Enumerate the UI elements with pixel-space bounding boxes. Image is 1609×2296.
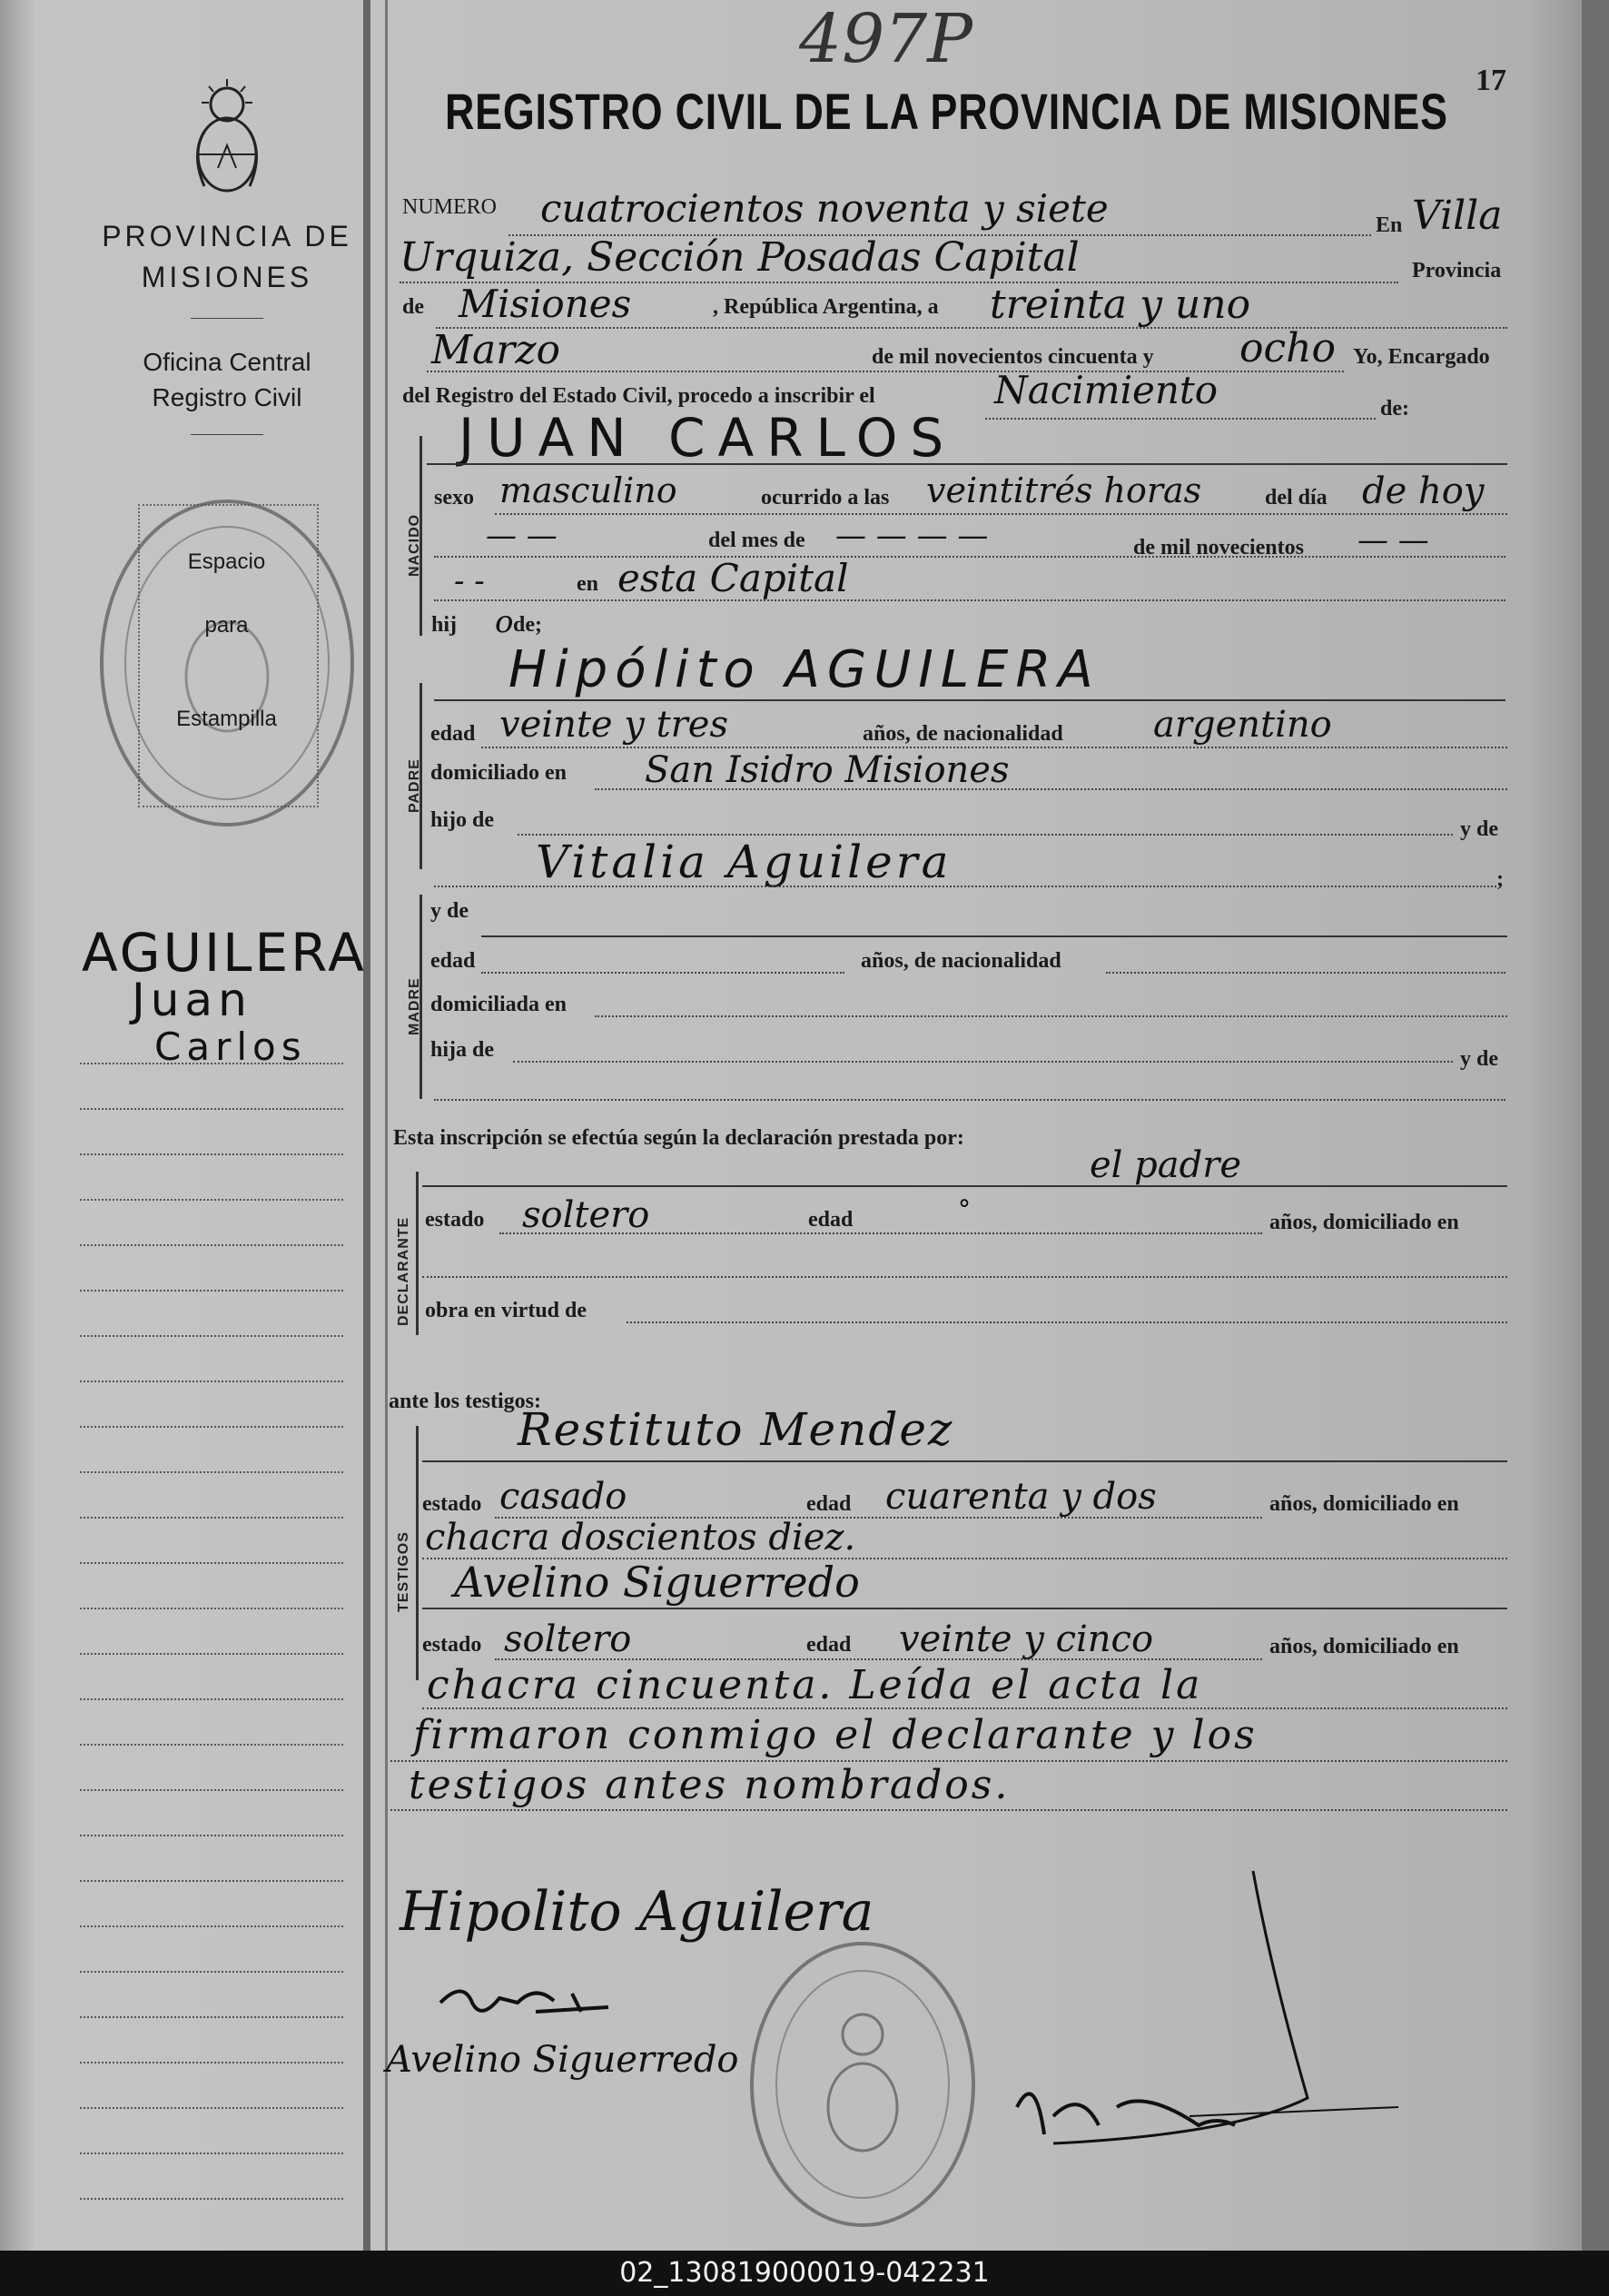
numero-value: cuatrocientos noventa y siete (540, 186, 1109, 231)
margin-dotted-line (80, 1653, 343, 1655)
field-line (513, 1061, 1453, 1063)
witness1-estado: casado (499, 1476, 627, 1518)
lugar-value: esta Capital (617, 556, 849, 600)
province-line2: MISIONES (141, 261, 313, 293)
margin-dotted-line (80, 1835, 343, 1836)
margin-dotted-line (80, 1426, 343, 1428)
madre-section-label: MADRE (407, 977, 422, 1035)
witness2-edad: veinte y cinco (899, 1618, 1154, 1660)
margin-dotted-line (80, 1608, 343, 1609)
provincia-label: Provincia (1412, 259, 1502, 282)
divider (191, 434, 263, 435)
declarante-estado-label: estado (425, 1208, 485, 1232)
padre-nac-label: años, de nacionalidad (863, 722, 1063, 746)
margin-dotted-line (80, 1517, 343, 1519)
margin-dotted-line (80, 1153, 343, 1155)
witness2-name: Avelino Siguerredo (454, 1558, 860, 1607)
witness1-edad-label: edad (806, 1492, 852, 1516)
witness2-estado: soltero (504, 1618, 632, 1660)
de-label: de (402, 295, 424, 319)
father-name-value: Hipólito AGUILERA (508, 640, 1101, 699)
ocurrido-label: ocurrido a las (761, 486, 890, 510)
witness1-dom: chacra doscientos diez. (425, 1517, 856, 1559)
obra-label: obra en virtud de (425, 1299, 587, 1322)
margin-surname: AGUILERA (82, 922, 367, 984)
signature-mark (436, 1975, 617, 2030)
madre-dom-label: domiciliada en (430, 993, 568, 1016)
field-line (595, 788, 1507, 790)
margin-dotted-line (80, 1698, 343, 1700)
en-value-1: Villa (1412, 193, 1503, 239)
del-registro-label: del Registro del Estado Civil, procedo a inscribir el (402, 384, 875, 408)
field-line (985, 418, 1376, 420)
field-line (434, 699, 1505, 701)
field-line (434, 886, 1496, 887)
witness1-edad: cuarenta y dos (885, 1476, 1157, 1518)
field-line (434, 599, 1505, 601)
paternal-grandparents-value: Vitalia Aguilera (536, 836, 953, 888)
sexo-value: masculino (499, 470, 677, 510)
registrar-signature (962, 1862, 1435, 2189)
en-label: En (1376, 213, 1403, 237)
field-line (499, 1232, 1262, 1234)
signature-witness: Avelino Siguerredo (386, 2039, 739, 2081)
year-value: ocho (1239, 325, 1336, 371)
declarante-estado-value: soltero (522, 1194, 650, 1236)
page-fold-line (385, 0, 388, 2251)
margin-dotted-line (80, 1335, 343, 1337)
page-title: REGISTRO CIVIL DE LA PROVINCIA DE MISIONES (445, 83, 1448, 140)
dia-value: de hoy (1362, 470, 1485, 512)
madre-nac-label: años, de nacionalidad (861, 949, 1061, 973)
field-line (390, 1809, 1507, 1811)
hora-value: veintitrés horas (926, 470, 1202, 510)
margin-dotted-line (80, 2107, 343, 2109)
official-seal-bottom-icon (745, 1935, 981, 2234)
hij-de-label: de; (513, 613, 542, 637)
dia-dashes: — — (486, 518, 558, 554)
hij-label: hij (431, 613, 458, 637)
page-edge (1582, 0, 1609, 2251)
margin-dotted-line (80, 1880, 343, 1882)
margin-dotted-line (80, 1244, 343, 1246)
margin-dotted-line (80, 1789, 343, 1791)
province-line1: PROVINCIA DE (102, 220, 352, 252)
day-value: treinta y uno (990, 282, 1251, 328)
witness1-estado-label: estado (422, 1492, 482, 1516)
margin-dotted-line (80, 1063, 343, 1064)
del-mes-label: del mes de (708, 529, 805, 552)
mil-novecientos-label: de mil novecientos (1133, 536, 1304, 559)
field-line (422, 1276, 1507, 1278)
closing-line-2: testigos antes nombrados. (409, 1762, 1011, 1808)
margin-dotted-line (80, 1925, 343, 1927)
padre-dom-value: San Isidro Misiones (645, 749, 1010, 791)
divider (191, 318, 263, 319)
field-line (495, 513, 1507, 515)
provincia-value: Misiones (459, 282, 632, 326)
de2-label: de: (1380, 397, 1409, 421)
numero-label: NUMERO (402, 195, 498, 219)
office-line1: Oficina Central (143, 348, 311, 376)
declarante-edad-label: edad (808, 1208, 854, 1232)
margin-dotted-line (80, 2152, 343, 2154)
declarante-anos-label: años, domiciliado en (1269, 1211, 1459, 1234)
declarante-edad-value: ° (958, 1194, 971, 1224)
field-line (422, 1460, 1507, 1462)
child-name-value: JUAN CARLOS (459, 407, 957, 469)
margin-given-name-1: Juan (132, 974, 252, 1026)
margin-dotted-line (80, 1744, 343, 1746)
field-line (481, 935, 1507, 937)
coat-of-arms-icon (186, 77, 268, 204)
margin-dotted-line (80, 1108, 343, 1110)
signature-declarante: Hipolito Aguilera (400, 1880, 874, 1944)
hij-value: o (495, 604, 514, 640)
padre-edad-label: edad (430, 722, 476, 746)
margin-dotted-line (80, 1971, 343, 1973)
field-line (481, 972, 844, 974)
page-number: 497P (799, 0, 973, 78)
declaracion-label: Esta inscripción se efectúa según la declaración prestada por: (393, 1126, 964, 1150)
field-line (422, 1707, 1507, 1709)
padre-edad-value: veinte y tres (499, 704, 728, 746)
field-line (436, 327, 1507, 329)
field-line (1106, 972, 1505, 974)
margin-dotted-line (80, 1381, 343, 1382)
acto-value: Nacimiento (994, 368, 1219, 412)
witness2-estado-label: estado (422, 1633, 482, 1657)
margin-dotted-line (80, 2198, 343, 2200)
margin-dotted-line (80, 1562, 343, 1564)
field-line (434, 1099, 1505, 1101)
official-seal-icon (95, 495, 359, 831)
witness2-edad-label: edad (806, 1633, 852, 1657)
madre-yde-label: y de (430, 899, 469, 923)
month-value: Marzo (431, 327, 560, 373)
field-line (434, 556, 1505, 558)
footer-id: 02_130819000019-042231 (0, 2251, 1609, 2296)
field-line (427, 463, 1507, 465)
office-line2: Registro Civil (152, 383, 302, 411)
en-lugar-label: en (577, 572, 598, 596)
testigos-section-label: TESTIGOS (396, 1531, 411, 1612)
padre-yde-label: y de (1460, 817, 1498, 841)
section-bar (416, 1426, 419, 1680)
field-line (595, 1015, 1507, 1017)
padre-semicolon: ; (1496, 867, 1504, 891)
padre-nac-value: argentino (1153, 704, 1332, 746)
field-line (422, 1608, 1507, 1609)
margin-dotted-line (80, 2016, 343, 2018)
field-line (495, 1658, 1262, 1660)
testigos-label: ante los testigos: (389, 1390, 541, 1413)
madre-hija-label: hija de (430, 1038, 495, 1062)
field-line (627, 1321, 1507, 1323)
padre-section-label: PADRE (407, 758, 422, 813)
margin-dotted-line (80, 1290, 343, 1292)
closing-line-1: firmaron conmigo el declarante y los (413, 1712, 1258, 1758)
mil-label: de mil novecientos cincuenta y (872, 345, 1154, 369)
en-value-2: Urquiza, Sección Posadas Capital (400, 234, 1080, 281)
del-dia-label: del día (1265, 486, 1328, 510)
stamp-label-2: para (204, 613, 249, 638)
margin-dotted-line (80, 1471, 343, 1473)
stamp-label-3: Estampilla (176, 707, 277, 731)
sexo-label: sexo (434, 486, 474, 510)
section-bar (416, 1172, 419, 1335)
declarante-section-label: DECLARANTE (396, 1216, 411, 1326)
folio-number: 17 (1476, 64, 1506, 97)
republica-label: , República Argentina, a (713, 295, 939, 319)
witness2-dom: chacra cincuenta. Leída el acta la (427, 1662, 1203, 1708)
margin-given-name-2: Carlos (154, 1024, 307, 1069)
mes-dashes: — — — — (835, 518, 989, 554)
declarante-who-value: el padre (1090, 1144, 1242, 1186)
witness1-anos-label: años, domiciliado en (1269, 1492, 1459, 1516)
year-dashes: — — (1357, 522, 1429, 559)
stamp-label-1: Espacio (187, 549, 266, 574)
lugar-dash: - - (454, 563, 485, 599)
padre-hijo-label: hijo de (430, 808, 495, 832)
witness1-name: Restituto Mendez (518, 1403, 954, 1456)
madre-edad-label: edad (430, 949, 476, 973)
nacido-section-label: NACIDO (407, 513, 422, 577)
madre-yde2-label: y de (1460, 1047, 1498, 1071)
field-line (481, 747, 1507, 748)
encargado-label: Yo, Encargado (1353, 345, 1490, 369)
margin-dotted-line (80, 2062, 343, 2063)
padre-dom-label: domiciliado en (430, 761, 568, 785)
field-line (422, 1185, 1507, 1187)
witness2-anos-label: años, domiciliado en (1269, 1635, 1459, 1658)
page-fold (363, 0, 370, 2251)
margin-dotted-line (80, 1199, 343, 1201)
